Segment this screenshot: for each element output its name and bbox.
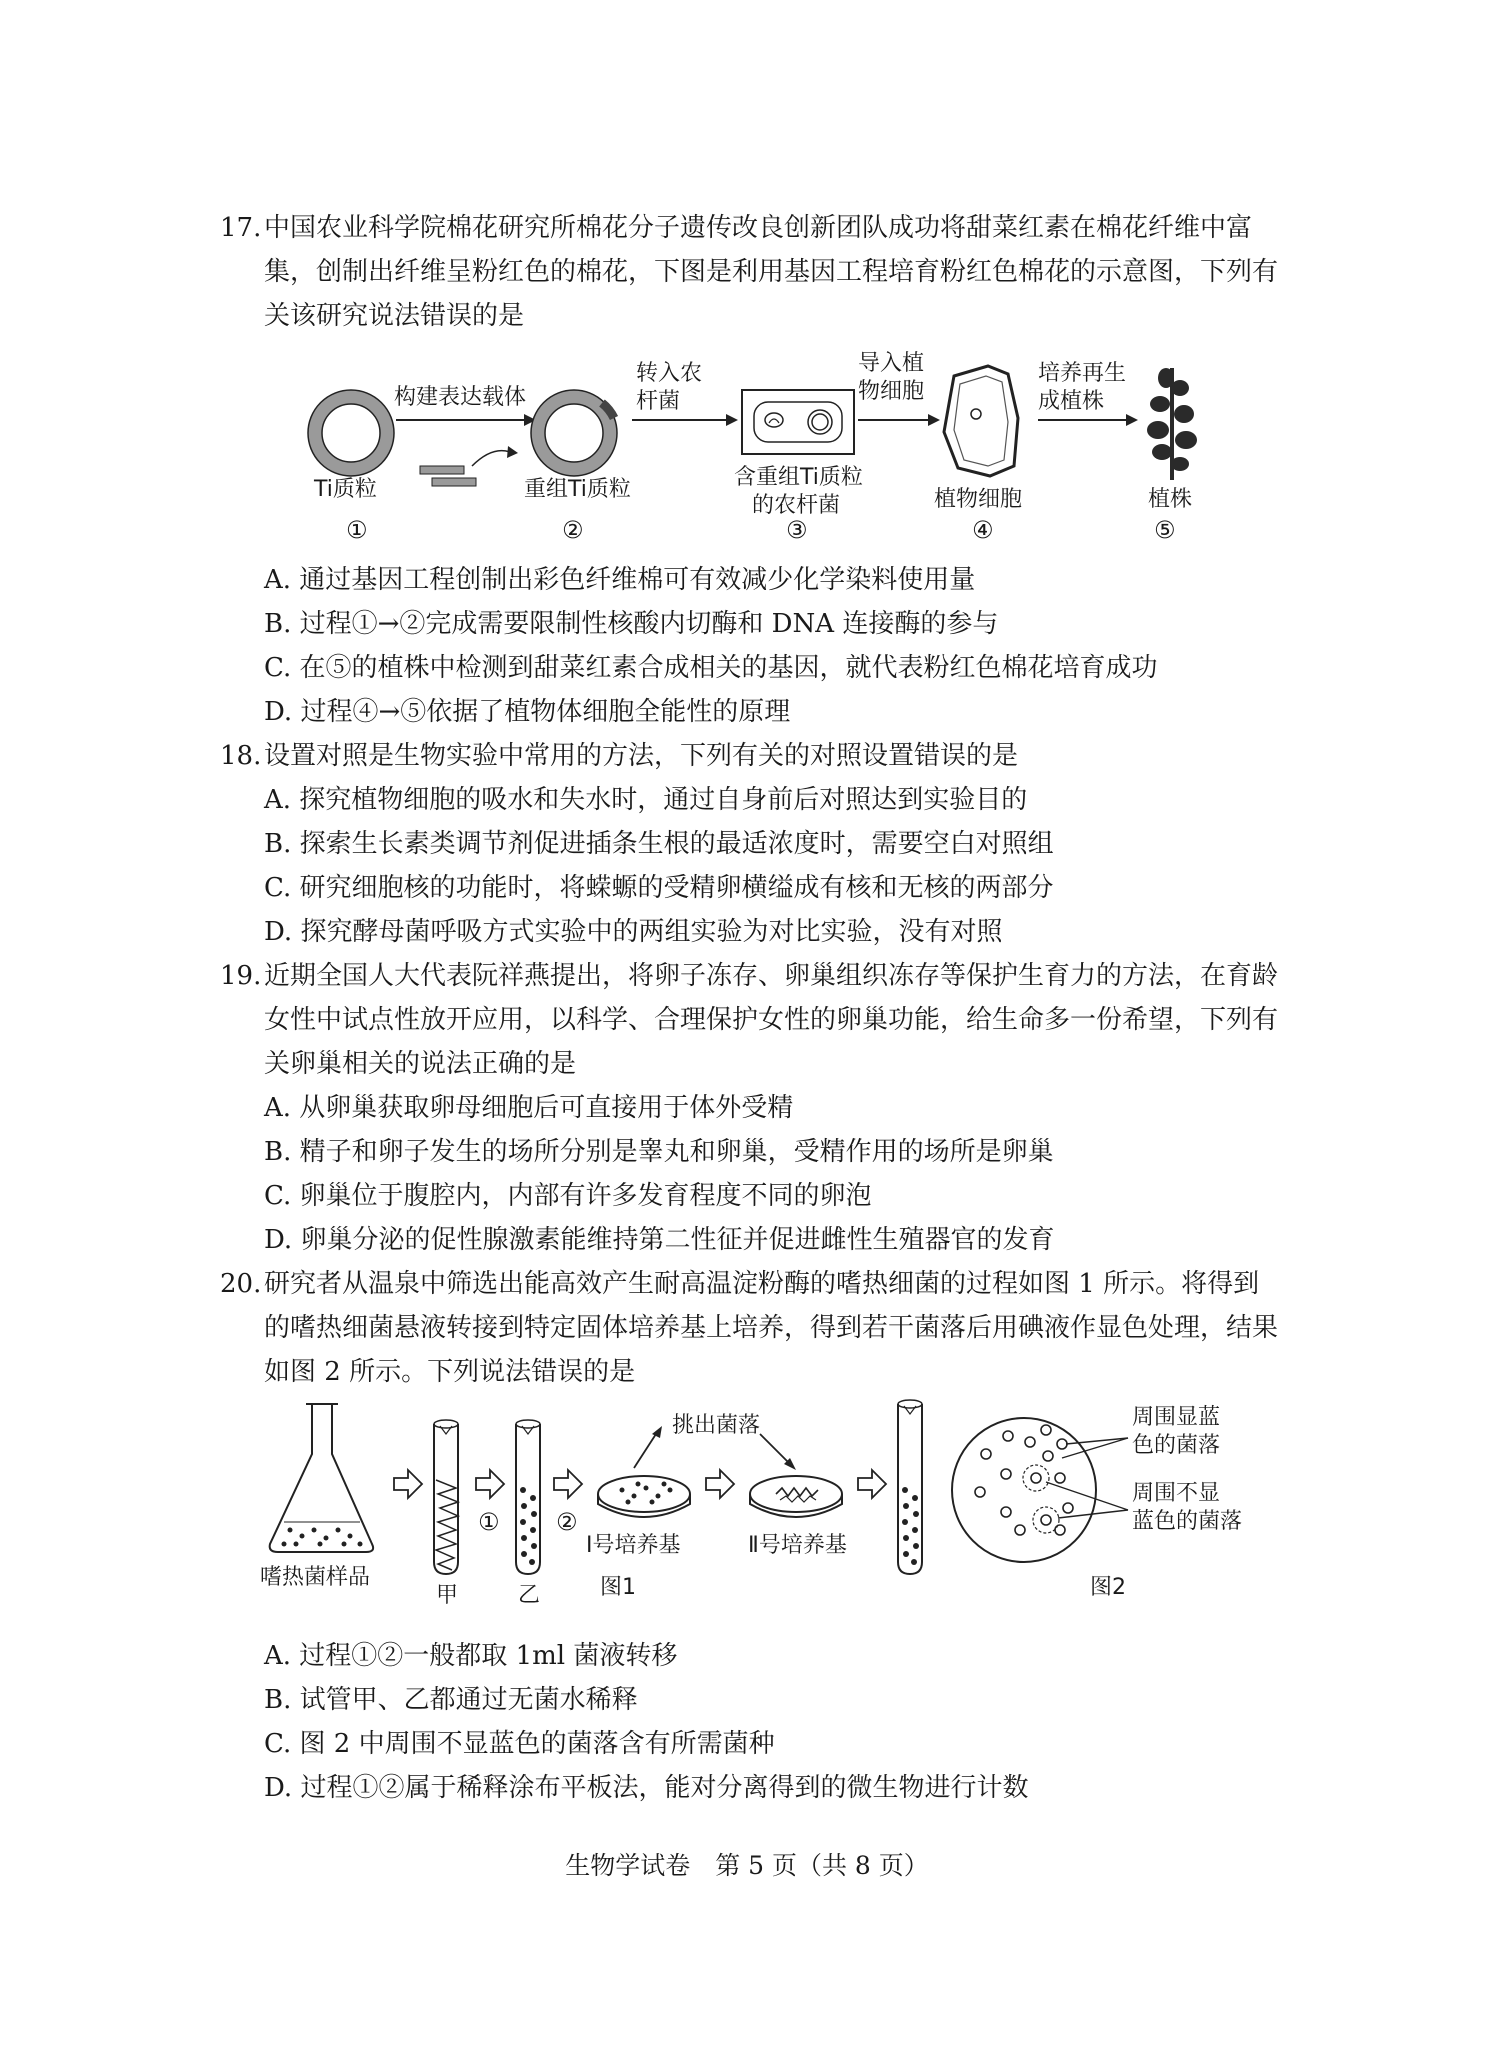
- question-20: [220, 1262, 1280, 1394]
- arrow-step-2: [554, 1470, 582, 1498]
- q17-option-c[interactable]: C. 在⑤的植株中检测到甜菜红素合成相关的基因，就代表粉红色棉花培育成功: [264, 653, 1158, 683]
- arrow-dish-to-dish: [706, 1470, 734, 1498]
- q18-option-a[interactable]: A. 探究植物细胞的吸水和失水时，通过自身前后对照达到实验目的: [264, 785, 1028, 815]
- arrow-flask-to-tube: [394, 1470, 422, 1498]
- question-number: 20.: [220, 1269, 262, 1299]
- petri-dish-1-icon: [598, 1476, 690, 1517]
- label-step-3: ③: [786, 516, 808, 544]
- label-step-5: ⑤: [1154, 516, 1176, 544]
- petri-dish-2-icon: [750, 1476, 842, 1517]
- iodine-plate-icon: [952, 1418, 1128, 1562]
- question-18: [220, 734, 1280, 778]
- question-number: 18.: [220, 741, 262, 771]
- plant-cell-icon: [944, 366, 1018, 476]
- question-19: [220, 954, 1280, 1086]
- arrow-dish-to-tube: [858, 1470, 886, 1498]
- arrow-label-regenerate-l2: 成植株: [1038, 389, 1105, 414]
- q17-option-b[interactable]: B. 过程①→②完成需要限制性核酸内切酶和 DNA 连接酶的参与: [264, 609, 999, 639]
- q20-option-a[interactable]: A. 过程①②一般都取 1ml 菌液转移: [264, 1641, 678, 1671]
- q17-option-d[interactable]: D. 过程④→⑤依据了植物体细胞全能性的原理: [264, 697, 791, 727]
- question-stem: 中国农业科学院棉花研究所棉花分子遗传改良创新团队成功将甜菜红素在棉花纤维中富集，创制出纤维呈粉红色的棉花，下图是利用基因工程培育粉红色棉花的示意图，下列有关该研究说法错误的是: [264, 213, 1279, 331]
- flask-icon: [270, 1404, 373, 1552]
- label-medium-1: Ⅰ号培养基: [586, 1533, 681, 1558]
- arrow-label-build-vector: 构建表达载体: [394, 385, 527, 410]
- label-medium-2: Ⅱ号培养基: [748, 1533, 847, 1558]
- q18-option-b[interactable]: B. 探索生长素类调节剂促进插条生根的最适浓度时，需要空白对照组: [264, 829, 1054, 859]
- q20-option-d[interactable]: D. 过程①②属于稀释涂布平板法，能对分离得到的微生物进行计数: [264, 1773, 1029, 1803]
- ti-plasmid-icon: [308, 390, 394, 476]
- label-sample: 嗜热菌样品: [260, 1565, 371, 1590]
- label-notblue-l1: 周围不显: [1132, 1481, 1221, 1506]
- label-tube-a: 甲: [436, 1583, 459, 1608]
- q20-option-c[interactable]: C. 图 2 中周围不显蓝色的菌落含有所需菌种: [264, 1729, 775, 1759]
- q17-figure: [296, 348, 1216, 548]
- plant-icon: [1147, 368, 1197, 480]
- question-stem: 研究者从温泉中筛选出能高效产生耐高温淀粉酶的嗜热细菌的过程如图 1 所示。将得到的嗜热细菌悬液转接到特定固体培养基上培养，得到若干菌落后用碘液作显色处理，结果如图 2 所示。下列说法错误的是: [264, 1269, 1279, 1387]
- question-stem: 设置对照是生物实验中常用的方法，下列有关的对照设置错误的是: [264, 741, 1019, 771]
- arrow-pick-down: [760, 1434, 790, 1464]
- label-step-4: ④: [972, 516, 994, 544]
- label-pick-colony: 挑出菌落: [672, 1413, 761, 1438]
- q19-option-b[interactable]: B. 精子和卵子发生的场所分别是睾丸和卵巢，受精作用的场所是卵巢: [264, 1137, 1054, 1167]
- label-figure-1: 图1: [600, 1575, 636, 1600]
- q19-option-c[interactable]: C. 卵巢位于腹腔内，内部有许多发育程度不同的卵泡: [264, 1181, 872, 1211]
- label-step-2: ②: [556, 1508, 578, 1536]
- label-step-1: ①: [478, 1508, 500, 1536]
- tube-final-icon: [898, 1400, 922, 1574]
- label-notblue-l2: 蓝色的菌落: [1132, 1509, 1243, 1534]
- q19-option-d[interactable]: D. 卵巢分泌的促性腺激素能维持第二性征并促进雌性生殖器官的发育: [264, 1225, 1055, 1255]
- label-agrobacterium-l1: 含重组Ti质粒: [734, 465, 863, 490]
- arrow-step-1: [476, 1470, 504, 1498]
- page-footer: 生物学试卷 第 5 页（共 8 页）: [565, 1851, 929, 1880]
- question-number: 17.: [220, 213, 262, 243]
- arrow-label-import-l2: 物细胞: [858, 379, 925, 404]
- tube-a-icon: [434, 1420, 458, 1574]
- arrow-label-import-l1: 导入植: [858, 351, 925, 376]
- q20-option-b[interactable]: B. 试管甲、乙都通过无菌水稀释: [264, 1685, 638, 1715]
- arrow-pick-up: [634, 1434, 656, 1468]
- q18-option-d[interactable]: D. 探究酵母菌呼吸方式实验中的两组实验为对比实验，没有对照: [264, 917, 1003, 947]
- q17-option-a[interactable]: A. 通过基因工程创制出彩色纤维棉可有效减少化学染料使用量: [264, 565, 976, 595]
- label-agrobacterium-l2: 的农杆菌: [752, 493, 841, 518]
- question-stem: 近期全国人大代表阮祥燕提出，将卵子冻存、卵巢组织冻存等保护生育力的方法，在育龄女性中试点性放开应用，以科学、合理保护女性的卵巢功能，给生命多一份希望，下列有关卵巢相关的说法正确的是: [264, 961, 1279, 1079]
- label-ti-plasmid: Ti质粒: [314, 477, 377, 502]
- label-plant-cell: 植物细胞: [934, 487, 1023, 512]
- label-figure-2: 图2: [1090, 1575, 1126, 1600]
- label-recombinant-plasmid: 重组Ti质粒: [524, 477, 631, 502]
- label-blue-l2: 色的菌落: [1132, 1433, 1221, 1458]
- label-tube-b: 乙: [518, 1583, 541, 1608]
- question-17: [220, 206, 1280, 338]
- tube-b-icon: [516, 1420, 540, 1574]
- recombinant-plasmid-icon: [531, 390, 617, 476]
- agrobacterium-icon: [742, 390, 854, 454]
- gene-fragment-icon: [420, 446, 518, 486]
- q19-option-a[interactable]: A. 从卵巢获取卵母细胞后可直接用于体外受精: [264, 1093, 794, 1123]
- q20-figure: [260, 1394, 1280, 1620]
- arrow-label-transfer-l1: 转入农: [636, 361, 703, 386]
- label-step-2: ②: [562, 516, 584, 544]
- q18-option-c[interactable]: C. 研究细胞核的功能时，将蝾螈的受精卵横缢成有核和无核的两部分: [264, 873, 1054, 903]
- label-blue-l1: 周围显蓝: [1132, 1405, 1221, 1430]
- arrow-label-transfer-l2: 杆菌: [636, 389, 681, 414]
- arrow-label-regenerate-l1: 培养再生: [1038, 361, 1127, 386]
- question-number: 19.: [220, 961, 262, 991]
- label-step-1: ①: [346, 516, 368, 544]
- label-plant: 植株: [1148, 487, 1193, 512]
